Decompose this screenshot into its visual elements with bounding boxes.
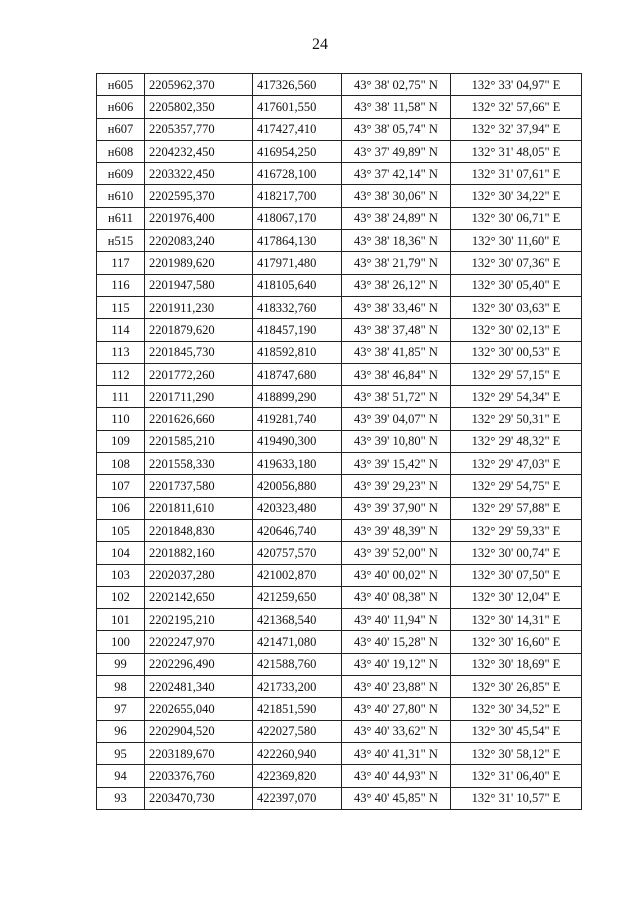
y-coordinate-cell: 417601,550 xyxy=(253,96,342,118)
y-coordinate-cell: 421588,760 xyxy=(253,653,342,675)
latitude-cell: 43° 40' 44,93" N xyxy=(342,765,451,787)
y-coordinate-cell: 421733,200 xyxy=(253,676,342,698)
point-number-cell: н605 xyxy=(97,74,145,96)
latitude-cell: 43° 38' 33,46" N xyxy=(342,296,451,318)
longitude-cell: 132° 30' 03,63" E xyxy=(451,296,582,318)
point-number-cell: 107 xyxy=(97,475,145,497)
latitude-cell: 43° 38' 37,48" N xyxy=(342,319,451,341)
x-coordinate-cell: 2202037,280 xyxy=(145,564,253,586)
y-coordinate-cell: 418592,810 xyxy=(253,341,342,363)
point-number-cell: 104 xyxy=(97,542,145,564)
longitude-cell: 132° 30' 34,52" E xyxy=(451,698,582,720)
point-number-cell: н608 xyxy=(97,140,145,162)
point-number-cell: 97 xyxy=(97,698,145,720)
y-coordinate-cell: 422369,820 xyxy=(253,765,342,787)
latitude-cell: 43° 39' 37,90" N xyxy=(342,497,451,519)
y-coordinate-cell: 418332,760 xyxy=(253,296,342,318)
longitude-cell: 132° 30' 34,22" E xyxy=(451,185,582,207)
table-row xyxy=(97,564,582,586)
longitude-cell: 132° 30' 18,69" E xyxy=(451,653,582,675)
table-row xyxy=(97,408,582,430)
table-row xyxy=(97,319,582,341)
point-number-cell: 103 xyxy=(97,564,145,586)
longitude-cell: 132° 29' 59,33" E xyxy=(451,519,582,541)
table-row xyxy=(97,497,582,519)
coordinates-table-body xyxy=(97,74,582,810)
point-number-cell: 99 xyxy=(97,653,145,675)
table-row xyxy=(97,363,582,385)
latitude-cell: 43° 40' 33,62" N xyxy=(342,720,451,742)
y-coordinate-cell: 418457,190 xyxy=(253,319,342,341)
table-row xyxy=(97,252,582,274)
longitude-cell: 132° 29' 57,15" E xyxy=(451,363,582,385)
table-row xyxy=(97,765,582,787)
x-coordinate-cell: 2202142,650 xyxy=(145,586,253,608)
point-number-cell: 95 xyxy=(97,742,145,764)
x-coordinate-cell: 2201879,620 xyxy=(145,319,253,341)
y-coordinate-cell: 422260,940 xyxy=(253,742,342,764)
latitude-cell: 43° 40' 15,28" N xyxy=(342,631,451,653)
table-row xyxy=(97,207,582,229)
point-number-cell: 102 xyxy=(97,586,145,608)
y-coordinate-cell: 417326,560 xyxy=(253,74,342,96)
y-coordinate-cell: 417427,410 xyxy=(253,118,342,140)
point-number-cell: 113 xyxy=(97,341,145,363)
y-coordinate-cell: 417864,130 xyxy=(253,230,342,252)
longitude-cell: 132° 30' 45,54" E xyxy=(451,720,582,742)
x-coordinate-cell: 2201989,620 xyxy=(145,252,253,274)
table-row xyxy=(97,676,582,698)
x-coordinate-cell: 2201558,330 xyxy=(145,453,253,475)
longitude-cell: 132° 30' 14,31" E xyxy=(451,609,582,631)
x-coordinate-cell: 2203322,450 xyxy=(145,163,253,185)
y-coordinate-cell: 418217,700 xyxy=(253,185,342,207)
latitude-cell: 43° 38' 30,06" N xyxy=(342,185,451,207)
latitude-cell: 43° 40' 11,94" N xyxy=(342,609,451,631)
table-row xyxy=(97,720,582,742)
latitude-cell: 43° 40' 41,31" N xyxy=(342,742,451,764)
x-coordinate-cell: 2201947,580 xyxy=(145,274,253,296)
y-coordinate-cell: 418747,680 xyxy=(253,363,342,385)
longitude-cell: 132° 33' 04,97" E xyxy=(451,74,582,96)
y-coordinate-cell: 420323,480 xyxy=(253,497,342,519)
table-row xyxy=(97,386,582,408)
longitude-cell: 132° 31' 48,05" E xyxy=(451,140,582,162)
table-row xyxy=(97,341,582,363)
point-number-cell: 98 xyxy=(97,676,145,698)
y-coordinate-cell: 419490,300 xyxy=(253,430,342,452)
longitude-cell: 132° 30' 26,85" E xyxy=(451,676,582,698)
y-coordinate-cell: 421471,080 xyxy=(253,631,342,653)
table-row xyxy=(97,653,582,675)
latitude-cell: 43° 38' 05,74" N xyxy=(342,118,451,140)
point-number-cell: 116 xyxy=(97,274,145,296)
y-coordinate-cell: 422027,580 xyxy=(253,720,342,742)
latitude-cell: 43° 39' 15,42" N xyxy=(342,453,451,475)
x-coordinate-cell: 2205802,350 xyxy=(145,96,253,118)
longitude-cell: 132° 30' 07,36" E xyxy=(451,252,582,274)
table-row xyxy=(97,430,582,452)
point-number-cell: 112 xyxy=(97,363,145,385)
point-number-cell: 111 xyxy=(97,386,145,408)
longitude-cell: 132° 30' 02,13" E xyxy=(451,319,582,341)
table-row xyxy=(97,118,582,140)
y-coordinate-cell: 418899,290 xyxy=(253,386,342,408)
point-number-cell: 105 xyxy=(97,519,145,541)
point-number-cell: 108 xyxy=(97,453,145,475)
longitude-cell: 132° 31' 07,61" E xyxy=(451,163,582,185)
y-coordinate-cell: 417971,480 xyxy=(253,252,342,274)
x-coordinate-cell: 2201772,260 xyxy=(145,363,253,385)
longitude-cell: 132° 30' 16,60" E xyxy=(451,631,582,653)
latitude-cell: 43° 40' 00,02" N xyxy=(342,564,451,586)
point-number-cell: 94 xyxy=(97,765,145,787)
point-number-cell: н610 xyxy=(97,185,145,207)
y-coordinate-cell: 416954,250 xyxy=(253,140,342,162)
table-row xyxy=(97,96,582,118)
longitude-cell: 132° 29' 48,32" E xyxy=(451,430,582,452)
longitude-cell: 132° 30' 06,71" E xyxy=(451,207,582,229)
table-row xyxy=(97,609,582,631)
table-row xyxy=(97,74,582,96)
x-coordinate-cell: 2203470,730 xyxy=(145,787,253,809)
table-row xyxy=(97,453,582,475)
point-number-cell: н515 xyxy=(97,230,145,252)
x-coordinate-cell: 2202481,340 xyxy=(145,676,253,698)
point-number-cell: н607 xyxy=(97,118,145,140)
page-number: 24 xyxy=(312,36,328,53)
latitude-cell: 43° 40' 45,85" N xyxy=(342,787,451,809)
table-row xyxy=(97,163,582,185)
longitude-cell: 132° 30' 05,40" E xyxy=(451,274,582,296)
y-coordinate-cell: 420757,570 xyxy=(253,542,342,564)
x-coordinate-cell: 2201848,830 xyxy=(145,519,253,541)
x-coordinate-cell: 2203189,670 xyxy=(145,742,253,764)
x-coordinate-cell: 2201882,160 xyxy=(145,542,253,564)
latitude-cell: 43° 37' 42,14" N xyxy=(342,163,451,185)
x-coordinate-cell: 2202595,370 xyxy=(145,185,253,207)
y-coordinate-cell: 422397,070 xyxy=(253,787,342,809)
x-coordinate-cell: 2201911,230 xyxy=(145,296,253,318)
latitude-cell: 43° 40' 23,88" N xyxy=(342,676,451,698)
point-number-cell: н609 xyxy=(97,163,145,185)
point-number-cell: 93 xyxy=(97,787,145,809)
latitude-cell: 43° 38' 24,89" N xyxy=(342,207,451,229)
latitude-cell: 43° 39' 48,39" N xyxy=(342,519,451,541)
x-coordinate-cell: 2205357,770 xyxy=(145,118,253,140)
longitude-cell: 132° 29' 54,75" E xyxy=(451,475,582,497)
x-coordinate-cell: 2201737,580 xyxy=(145,475,253,497)
longitude-cell: 132° 30' 11,60" E xyxy=(451,230,582,252)
longitude-cell: 132° 30' 00,74" E xyxy=(451,542,582,564)
latitude-cell: 43° 38' 21,79" N xyxy=(342,252,451,274)
x-coordinate-cell: 2202904,520 xyxy=(145,720,253,742)
coordinates-table xyxy=(96,73,582,810)
x-coordinate-cell: 2201711,290 xyxy=(145,386,253,408)
longitude-cell: 132° 32' 57,66" E xyxy=(451,96,582,118)
latitude-cell: 43° 38' 41,85" N xyxy=(342,341,451,363)
y-coordinate-cell: 419281,740 xyxy=(253,408,342,430)
longitude-cell: 132° 31' 06,40" E xyxy=(451,765,582,787)
latitude-cell: 43° 38' 46,84" N xyxy=(342,363,451,385)
latitude-cell: 43° 39' 29,23" N xyxy=(342,475,451,497)
latitude-cell: 43° 39' 52,00" N xyxy=(342,542,451,564)
table-row xyxy=(97,296,582,318)
longitude-cell: 132° 29' 57,88" E xyxy=(451,497,582,519)
longitude-cell: 132° 32' 37,94" E xyxy=(451,118,582,140)
x-coordinate-cell: 2201845,730 xyxy=(145,341,253,363)
table-row xyxy=(97,475,582,497)
point-number-cell: 110 xyxy=(97,408,145,430)
x-coordinate-cell: 2202083,240 xyxy=(145,230,253,252)
longitude-cell: 132° 30' 00,53" E xyxy=(451,341,582,363)
latitude-cell: 43° 38' 11,58" N xyxy=(342,96,451,118)
table-row xyxy=(97,787,582,809)
x-coordinate-cell: 2205962,370 xyxy=(145,74,253,96)
y-coordinate-cell: 419633,180 xyxy=(253,453,342,475)
longitude-cell: 132° 29' 47,03" E xyxy=(451,453,582,475)
table-row xyxy=(97,742,582,764)
y-coordinate-cell: 416728,100 xyxy=(253,163,342,185)
table-row xyxy=(97,519,582,541)
point-number-cell: 100 xyxy=(97,631,145,653)
y-coordinate-cell: 420056,880 xyxy=(253,475,342,497)
y-coordinate-cell: 418067,170 xyxy=(253,207,342,229)
point-number-cell: 117 xyxy=(97,252,145,274)
latitude-cell: 43° 38' 18,36" N xyxy=(342,230,451,252)
x-coordinate-cell: 2202655,040 xyxy=(145,698,253,720)
point-number-cell: 106 xyxy=(97,497,145,519)
latitude-cell: 43° 38' 26,12" N xyxy=(342,274,451,296)
table-row xyxy=(97,631,582,653)
y-coordinate-cell: 421368,540 xyxy=(253,609,342,631)
longitude-cell: 132° 29' 54,34" E xyxy=(451,386,582,408)
x-coordinate-cell: 2204232,450 xyxy=(145,140,253,162)
table-row xyxy=(97,586,582,608)
x-coordinate-cell: 2203376,760 xyxy=(145,765,253,787)
latitude-cell: 43° 37' 49,89" N xyxy=(342,140,451,162)
latitude-cell: 43° 40' 27,80" N xyxy=(342,698,451,720)
x-coordinate-cell: 2202296,490 xyxy=(145,653,253,675)
latitude-cell: 43° 40' 08,38" N xyxy=(342,586,451,608)
point-number-cell: 115 xyxy=(97,296,145,318)
y-coordinate-cell: 421259,650 xyxy=(253,586,342,608)
latitude-cell: 43° 38' 51,72" N xyxy=(342,386,451,408)
longitude-cell: 132° 30' 07,50" E xyxy=(451,564,582,586)
x-coordinate-cell: 2201585,210 xyxy=(145,430,253,452)
longitude-cell: 132° 31' 10,57" E xyxy=(451,787,582,809)
latitude-cell: 43° 39' 04,07" N xyxy=(342,408,451,430)
latitude-cell: 43° 40' 19,12" N xyxy=(342,653,451,675)
latitude-cell: 43° 38' 02,75" N xyxy=(342,74,451,96)
table-row xyxy=(97,185,582,207)
table-row xyxy=(97,274,582,296)
latitude-cell: 43° 39' 10,80" N xyxy=(342,430,451,452)
y-coordinate-cell: 421851,590 xyxy=(253,698,342,720)
table-row xyxy=(97,542,582,564)
table-row xyxy=(97,230,582,252)
y-coordinate-cell: 420646,740 xyxy=(253,519,342,541)
point-number-cell: н611 xyxy=(97,207,145,229)
table-row xyxy=(97,698,582,720)
x-coordinate-cell: 2201626,660 xyxy=(145,408,253,430)
longitude-cell: 132° 29' 50,31" E xyxy=(451,408,582,430)
longitude-cell: 132° 30' 58,12" E xyxy=(451,742,582,764)
point-number-cell: 109 xyxy=(97,430,145,452)
point-number-cell: 101 xyxy=(97,609,145,631)
x-coordinate-cell: 2201976,400 xyxy=(145,207,253,229)
x-coordinate-cell: 2202195,210 xyxy=(145,609,253,631)
point-number-cell: н606 xyxy=(97,96,145,118)
table-row xyxy=(97,140,582,162)
point-number-cell: 114 xyxy=(97,319,145,341)
y-coordinate-cell: 421002,870 xyxy=(253,564,342,586)
x-coordinate-cell: 2202247,970 xyxy=(145,631,253,653)
point-number-cell: 96 xyxy=(97,720,145,742)
x-coordinate-cell: 2201811,610 xyxy=(145,497,253,519)
longitude-cell: 132° 30' 12,04" E xyxy=(451,586,582,608)
y-coordinate-cell: 418105,640 xyxy=(253,274,342,296)
